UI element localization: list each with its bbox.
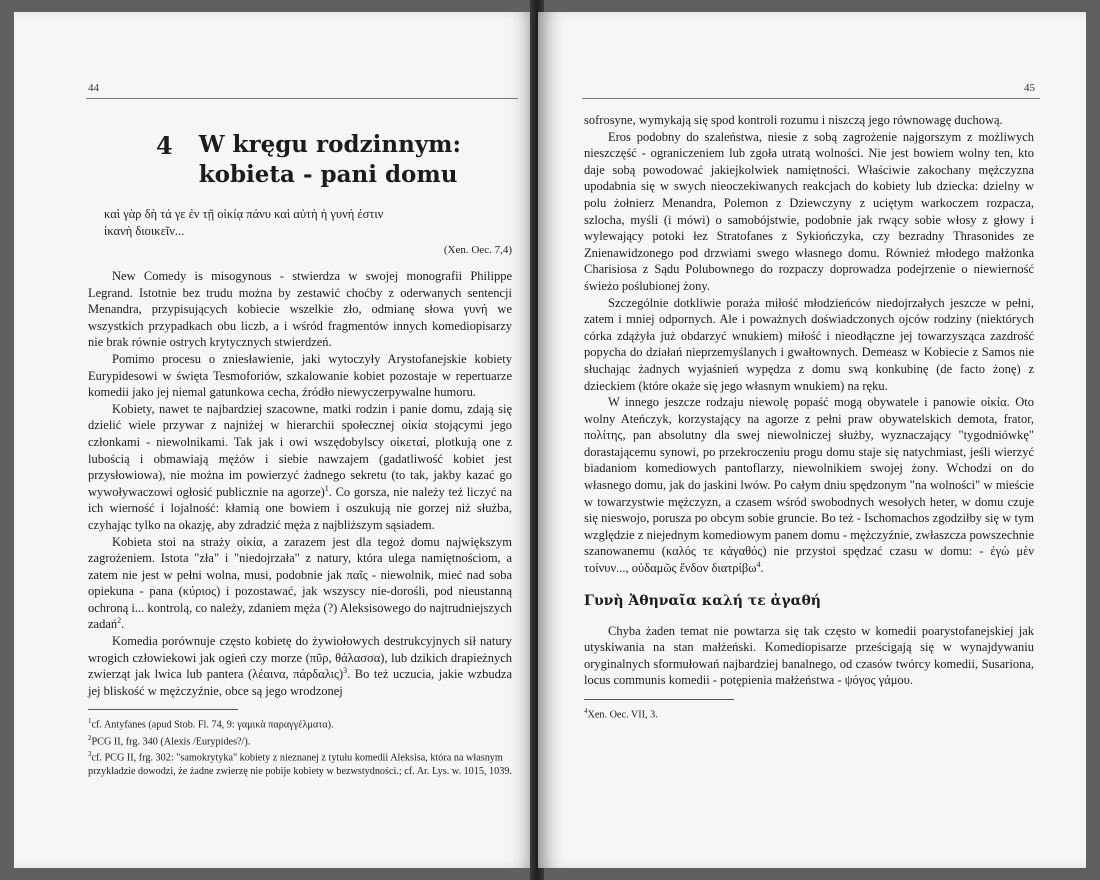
paragraph-text: Kobieta stoi na straży οἰκία, a zarazem jest dla tegoż domu największym zagrożeniem. Istota "zła" i "niedojrzała" z natury, która ulega namiętnościom, a zatem nie jest w pełni wolna, musi, podobnie jak παῖς - niewolnik, mieć nad soba opiekuna - pana (κύριος) i pozostawać, jak wszyscy nie-dorośli, pod nieustanną ochroną i... kontrolą, co należy, zdaniem męża (?) Aleksisowego do najtrudniejszych zadań bbox=[88, 534, 512, 632]
footnote bbox=[584, 705, 1034, 721]
paragraph bbox=[88, 534, 512, 634]
footnote-text: Xen. Oec. VII, 3. bbox=[587, 709, 658, 721]
paragraph-text: . Co gorsza, nie należy też liczyć na ich wierność i lojalność: kłamią one bowiem i oszukują nie gorzej niż służba, czyhając tylko na okazję, aby zdradzić męża z najbliższym sąsiadem. bbox=[88, 484, 512, 532]
footnote-text: cf. PCG II, frg. 302: "samokrytyka" kobiety z nieznanej z tytułu komedii Aleksisa, która na własnym przykładzie dowodzi, że żadne zwierzę nie pobije kobiety w bezwstydności.; cf. Ar. Lys. w. 1015, 1039. bbox=[88, 752, 512, 777]
paragraph: New Comedy is misogynous - stwierdza w swojej monografii Philippe Legrand. Istotnie bez trudu można by zestawić choćby z oderwanych sentencji Menandra, przypisujących kobiecie wszelkie zło, odmianę słowa γυνή we wszystkich przypadkach obu liczb, a i wśród fragmentów innych komediopisarzy nie brak równie ostrych krytycznych stwierdzeń. bbox=[88, 269, 512, 350]
footnote-text: PCG II, frg. 340 (Alexis /Eurypides?/). bbox=[91, 736, 251, 748]
section-heading: Γυνὴ Ἀθηναῖα καλή τε ἀγαθή bbox=[584, 592, 821, 609]
footnote-ref[interactable]: 2 bbox=[117, 616, 122, 626]
footnote-text: cf. Antyfanes (apud Stob. Fl. 74, 9: γαμικὰ παραγγέλματα). bbox=[91, 719, 334, 731]
header-rule bbox=[582, 98, 1040, 99]
paragraph-text: Kobiety, nawet te najbardziej szacowne, matki rodzin i panie domu, zdają się dzielić wiele przywar z najniżej w hierarchii społecznej οἰκία stojącymi jego członkami - niewolnikami. Tak jak i owi wszędobylscy οἰκεταί, plotkują one z lubością i obmawiają mężów i siebie nawzajem (gadatliwość kobiet jest przysłowiowa), nie można im powierzyć żadnego sekretu (to tak, jakby kazać go wywoływaczowi ogłosić publicznie na agorze) bbox=[88, 401, 512, 499]
paragraph bbox=[88, 633, 512, 699]
paragraph: sofrosyne, wymykają się spod kontroli rozumu i niszczą jego równowagę duchową. bbox=[584, 113, 1003, 127]
footnote-number: 1 bbox=[88, 717, 92, 726]
footnote-rule bbox=[88, 709, 238, 710]
motto-line: ἱκανὴ διοικεῖν... bbox=[104, 224, 185, 238]
motto-line: καὶ γὰρ δὴ τά γε ἐν τῇ οἰκίᾳ πάνυ καὶ αὐτὴ ἡ γυνή ἐστιν bbox=[104, 207, 384, 221]
footnote-ref[interactable]: 1 bbox=[324, 483, 329, 493]
footnote bbox=[88, 732, 512, 748]
right-page bbox=[538, 12, 1086, 868]
page-number: 45 bbox=[1024, 82, 1035, 94]
paragraph-text: . Bo też uczucia, jakie wzbudza jej bliskość w mężczyźnie, obce są jego wrodzonej bbox=[88, 667, 512, 698]
paragraph-text: Komedia porównuje często kobietę do żywiołowych destrukcyjnych sił natury wrogich człowiekowi jak ogień czy morze (πῦρ, θάλασσα), lub dzikich drapieżnych zwierząt jak lwica lub pantera (λέαινα, πάρδαλις) bbox=[88, 634, 512, 682]
footnote-number: 4 bbox=[584, 707, 588, 715]
footnote-rule bbox=[584, 699, 734, 700]
footnote-ref[interactable]: 4 bbox=[756, 559, 761, 569]
paragraph: Chyba żaden temat nie powtarza się tak często w komedii poarystofanejskiej jak utyskiwania na stan małżeński. Komediopisarze prześcigają się w wynajdywaniu oryginalnych sformułowań najbardziej banalnego, od czasów twórcy komedii, Susariona, locus communis komedii - potępienia małżeństwa - ψόγος γάμου. bbox=[584, 623, 1034, 688]
left-page-content bbox=[88, 130, 512, 778]
paragraph bbox=[88, 401, 512, 534]
footnote-ref[interactable]: 3 bbox=[343, 666, 348, 676]
left-page bbox=[14, 12, 536, 868]
paragraph-text: W innego jeszcze rodzaju niewolę popaść mogą obywatele i panowie οἰκία. Oto wolny Ateńczyk, korzystający na agorze z pełni praw obywatelskich demota, frator, πολίτης, pan absolutny dla swej niewolniczej służby, wyznaczający "tygodniówkę" dorastającemu synowi, po przekroczeniu progu domu staje się natychmiast, jeśli wierzyć biadaniom komediowych pantoflarzy, niewolnikiem swojej żony. Wchodzi on do własnego domu, jak do jaskini lwów. Po całym dniu spędzonym "na wolności" w mieście w towarzystwie mężczyzn, a czasem wśród swobodnych wesołych heter, w domu czuje się nieswojo, porusza po obcym sobie gruncie. Bo też - Ischomachos zgodziłby się w tym względzie z niejednym komediowym panem domu - mężczyźnie, zwłaszcza powszechnie szanowanemu (καλός τε κἀγαθός) nie przystoi spędzać czasu w domu: - ἐγὼ μὲν τοίνυν..., οὐδαμῶς ἔνδον διατρίβω bbox=[584, 395, 1034, 576]
paragraph-text: . bbox=[121, 617, 125, 632]
paragraph: W innego jeszcze rodzaju niewolę popaść mogą obywatele i panowie οἰκία. Oto wolny Ateńczyk, korzystający na agorze z pełni praw obywatelskich demota, frator, πολίτης, pan absolutny dla swej niewolniczej służby, wyznaczający "tygodniówkę" dorastającemu synowi, po przekroczeniu progu domu staje się natychmiast, jeśli wierzyć biadaniom komediowych pantoflarzy, niewolnikiem swojej żony. Wchodzi on do własnego domu, jak do jaskini lwów. Po całym dniu spędzonym "na wolności" w mieście w towarzystwie mężczyzn, a czasem wśród swobodnych wesołych heter, w domu czuje się nieswojo, porusza po obcym sobie gruncie. Bo też - Ischomachos zgodziłby się w tym względzie z niejednym komediowym panem domu - mężczyźnie, zwłaszcza powszechnie szanowanemu (καλός τε κἀγαθός) nie przystoi spędzać czasu w domu: - ἐγὼ μὲν τοίνυν..., οὐδαμῶς ἔνδον διατρίβω$^4$. bbox=[584, 395, 1034, 576]
chapter-heading bbox=[156, 130, 512, 190]
right-page-content bbox=[584, 112, 1034, 721]
footnote-number: 2 bbox=[88, 733, 92, 742]
motto-quote bbox=[104, 206, 512, 240]
chapter-number: 4 bbox=[156, 131, 173, 160]
chapter-title-line: W kręgu rodzinnym: bbox=[198, 131, 462, 158]
paragraph: Pomimo procesu o zniesławienie, jaki wytoczyły Arystofanejskie kobiety Eurypidesowi w święta Tesmoforiów, szkalowanie kobiet pozostaje w repertuarze komedii jako jej niemal gatunkowa cecha, źródło niewyczerpywalne humoru. bbox=[88, 351, 512, 400]
paragraph: Eros podobny do szaleństwa, niesie z sobą zagrożenie najgorszym z możliwych nieszczęść - ograniczeniem lub zgoła utratą wolności. Nie jest bowiem wolny ten, kto daje sobą powodować jakiejkolwiek namiętności. Właściwie zakochany mężczyzna upodabnia się w swych nieoczekiwanych reakcjach do kobiety lub dziecka: dzielny w polu żołnierz Menandra, Polemon z Dziewczyny z uciętym warkoczem rozpacza, szlocha, myśli (i mówi) o samobójstwie, podobnie jak rwący sobie włosy z głowy i wylewający potoki łez Stratofanes z Sykiończyka, czy bezradny Thrasonides ze Znienawidzonego pod drzwiami swego własnego domu. Również młodego małżonka Charisiosa z Sądu Polubownego do rozpaczy doprowadza podejrzenie o niewierność świeżo poślubionej żony. bbox=[584, 129, 1034, 293]
footnote bbox=[88, 748, 512, 777]
footnote-number: 3 bbox=[88, 750, 92, 759]
motto-source: (Xen. Oec. 7,4) bbox=[443, 244, 512, 256]
chapter-title bbox=[199, 130, 461, 190]
header-rule bbox=[86, 98, 518, 99]
footnote bbox=[88, 715, 512, 731]
page-number: 44 bbox=[88, 82, 99, 94]
paragraph: Szczególnie dotkliwie poraża miłość młodzieńców niedojrzałych jeszcze w pełni, zatem i mniej odpornych. Ale i poważnych doświadczonych ojców rodziny (niektórych córka zdążyła już obdarzyć wnukiem) miłość i nieodłączne jej towarzysząca zazdrość popycha do działań nieprzemyślanych i gwałtownych. Demeasz w Kobiecie z Samos nie słuchając żadnych wyjaśnień wypędza z domu swą konkubinę (de facto żonę) z dzieckiem (które okaże się jego własnym wnukiem) na ręku. bbox=[584, 295, 1034, 393]
chapter-title-line: kobieta - pani domu bbox=[198, 161, 458, 188]
